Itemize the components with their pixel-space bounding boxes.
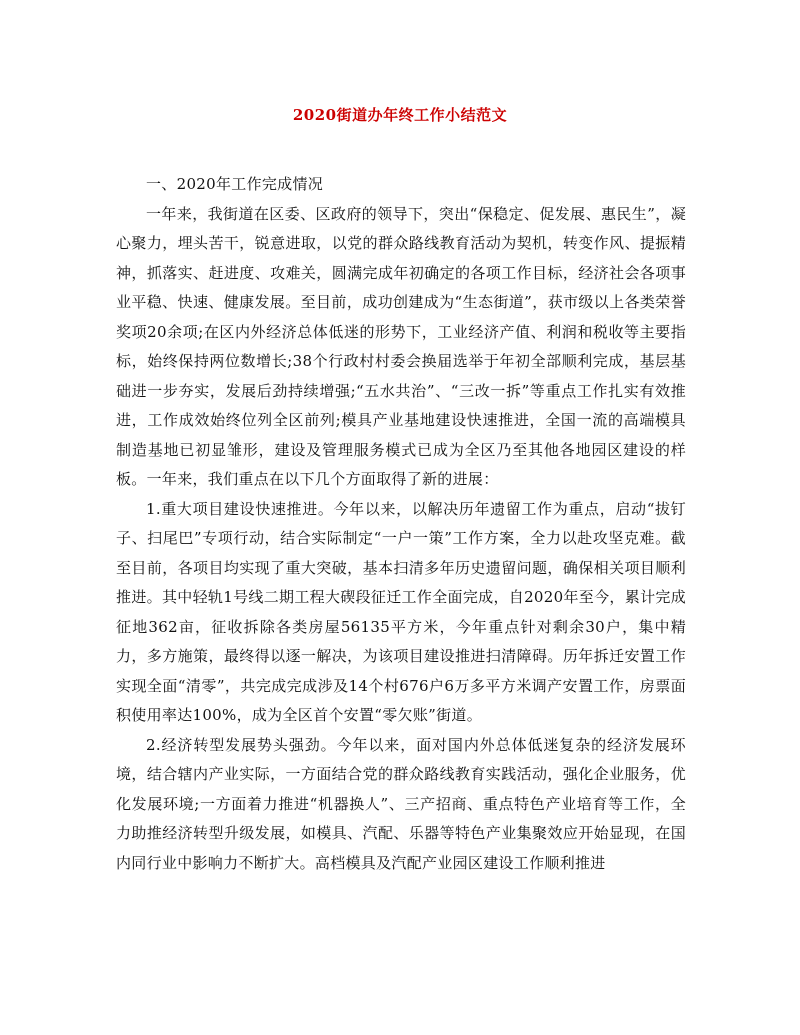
document-body — [116, 170, 686, 878]
section-heading: 一、2020年工作完成情况 — [146, 175, 324, 193]
paragraph-item-2: 2.经济转型发展势头强劲。今年以来，面对国内外总体低迷复杂的经济发展环境，结合辖内产业实际，一方面结合党的群众路线教育实践活动，强化企业服务，优化发展环境;一方面着力推进“机器换人”、三产招商、重点特色产业培育等工作，全力助推经济转型升级发展，如模具、汽配、乐器等特色产业集聚效应开始显现，在国内同行业中影响力不断扩大。高档模具及汽配产业园区建设工作顺利推进 — [116, 735, 686, 872]
paragraph-item-1: 1.重大项目建设快速推进。今年以来，以解决历年遗留工作为重点，启动“拔钉子、扫尾巴”专项行动，结合实际制定“一户一策”工作方案，全力以赴攻坚克难。截至目前，各项目均实现了重大突破，基本扫清多年历史遗留问题，确保相关项目顺利推进。其中轻轨1号线二期工程大碶段征迁工作全面完成，自2020年至今，累计完成征地362亩，征收拆除各类房屋56135平方米，今年重点针对剩余30户，集中精力，多方施策，最终得以逐一解决，为该项目建设推进扫清障碍。历年拆迁安置工作实现全面“清零”，共完成完成涉及14个村676户6万多平方米调产安置工作，房票面积使用率达100%，成为全区首个安置“零欠账”街道。 — [116, 499, 686, 724]
paragraph-intro: 一年来，我街道在区委、区政府的领导下，突出“保稳定、促发展、惠民生”，凝心聚力，埋头苦干，锐意进取，以党的群众路线教育活动为契机，转变作风、提振精神，抓落实、赶进度、攻难关，圆满完成年初确定的各项工作目标，经济社会各项事业平稳、快速、健康发展。至目前，成功创建成为“生态街道”，获市级以上各类荣誉奖项20余项;在区内外经济总体低迷的形势下，工业经济产值、利润和税收等主要指标，始终保持两位数增长;38个行政村村委会换届选举于年初全部顺利完成，基层基础进一步夯实，发展后劲持续增强;“五水共治”、“三改一拆”等重点工作扎实有效推进，工作成效始终位列全区前列;模具产业基地建设快速推进，全国一流的高端模具制造基地已初显雏形，建设及管理服务模式已成为全区乃至其他各地园区建设的样板。一年来，我们重点在以下几个方面取得了新的进展： — [116, 204, 686, 488]
document-title: 2020街道办年终工作小结范文 — [292, 106, 508, 124]
